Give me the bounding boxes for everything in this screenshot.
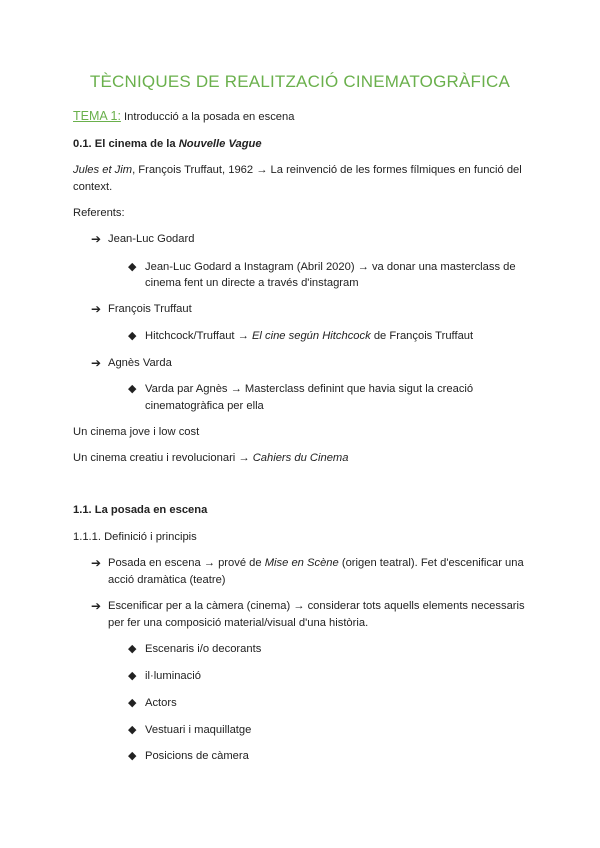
topic-line	[73, 108, 294, 125]
arrow-icon: ➔	[91, 356, 102, 370]
posada-text-b: (origen teatral). Fet d'escenificar una	[338, 557, 524, 569]
list-item: Vestuari i maquillatge	[145, 724, 252, 736]
mise-en-scene: Mise en Scène	[264, 557, 339, 569]
referents-label: Referents:	[73, 207, 125, 219]
magazine-title: Cahiers du Cinema	[252, 452, 349, 464]
document-title: TÈCNIQUES DE REALITZACIÓ CINEMATOGRÀFICA	[89, 72, 511, 91]
arrow-icon: ➔	[91, 302, 102, 316]
truffaut-detail-a: Hitchcock/Truffaut →	[145, 330, 252, 342]
escenificar-line-2: per fer una composició material/visual d'una història.	[108, 617, 369, 629]
diamond-icon: ◆	[128, 670, 137, 682]
cinema-jove: Un cinema jove i low cost	[73, 426, 200, 438]
arrow-icon: ➔	[91, 599, 102, 613]
subsection-heading: 1.1.1. Definició i principis	[73, 531, 197, 543]
arrow-icon: ➔	[91, 232, 102, 246]
diamond-icon: ◆	[128, 330, 137, 342]
topic-label: TEMA 1:	[73, 109, 121, 123]
diamond-icon: ◆	[128, 383, 137, 395]
list-item: Posicions de càmera	[145, 750, 249, 762]
truffaut-detail	[145, 328, 473, 344]
list-item: Escenaris i/o decorants	[145, 643, 262, 655]
varda-detail-2: cinematogràfica per ella	[145, 400, 264, 412]
truffaut-detail-b: de François Truffaut	[370, 330, 474, 342]
section-heading-0-1	[73, 136, 262, 152]
escenificar-line-1: Escenificar per a la càmera (cinema) → considerar tots aquells elements necessaris	[108, 600, 525, 612]
list-item: Actors	[145, 697, 177, 709]
diamond-icon: ◆	[128, 750, 137, 762]
posada-text-a: Posada en escena → prové de	[108, 557, 265, 569]
list-item: il·luminació	[145, 670, 201, 682]
arrow-icon: ➔	[91, 556, 102, 570]
cinema-creatiu	[73, 450, 348, 466]
section-heading-1-1: 1.1. La posada en escena	[73, 504, 208, 516]
referent-varda: Agnès Varda	[108, 357, 172, 369]
topic-text: Introducció a la posada en escena	[120, 111, 295, 123]
intro-text: , François Truffaut, 1962 → La reinvenció de les formes fílmiques en funció del	[132, 164, 522, 176]
film-title: Jules et Jim	[73, 164, 133, 176]
section-heading-text: 0.1. El cinema de la	[73, 138, 179, 150]
section-heading-italic: Nouvelle Vague	[178, 138, 262, 150]
posada-line-1	[108, 555, 524, 571]
varda-detail-1: Varda par Agnès → Masterclass definint que havia sigut la creació	[145, 383, 474, 395]
godard-detail-1: Jean-Luc Godard a Instagram (Abril 2020) → va donar una masterclass de	[145, 261, 516, 273]
diamond-icon: ◆	[128, 697, 137, 709]
posada-line-2: acció dramàtica (teatre)	[108, 574, 226, 586]
diamond-icon: ◆	[128, 643, 137, 655]
diamond-icon: ◆	[128, 261, 137, 273]
godard-detail-2: cinema fent un directe a través d'instagram	[145, 277, 359, 289]
intro-line-1	[73, 162, 522, 178]
referent-truffaut: François Truffaut	[108, 303, 192, 315]
book-title: El cine según Hitchcock	[251, 330, 371, 342]
cinema-creatiu-text: Un cinema creatiu i revolucionari →	[73, 452, 253, 464]
referent-godard: Jean-Luc Godard	[108, 233, 195, 245]
diamond-icon: ◆	[128, 724, 137, 736]
intro-line-2: context.	[73, 181, 113, 193]
